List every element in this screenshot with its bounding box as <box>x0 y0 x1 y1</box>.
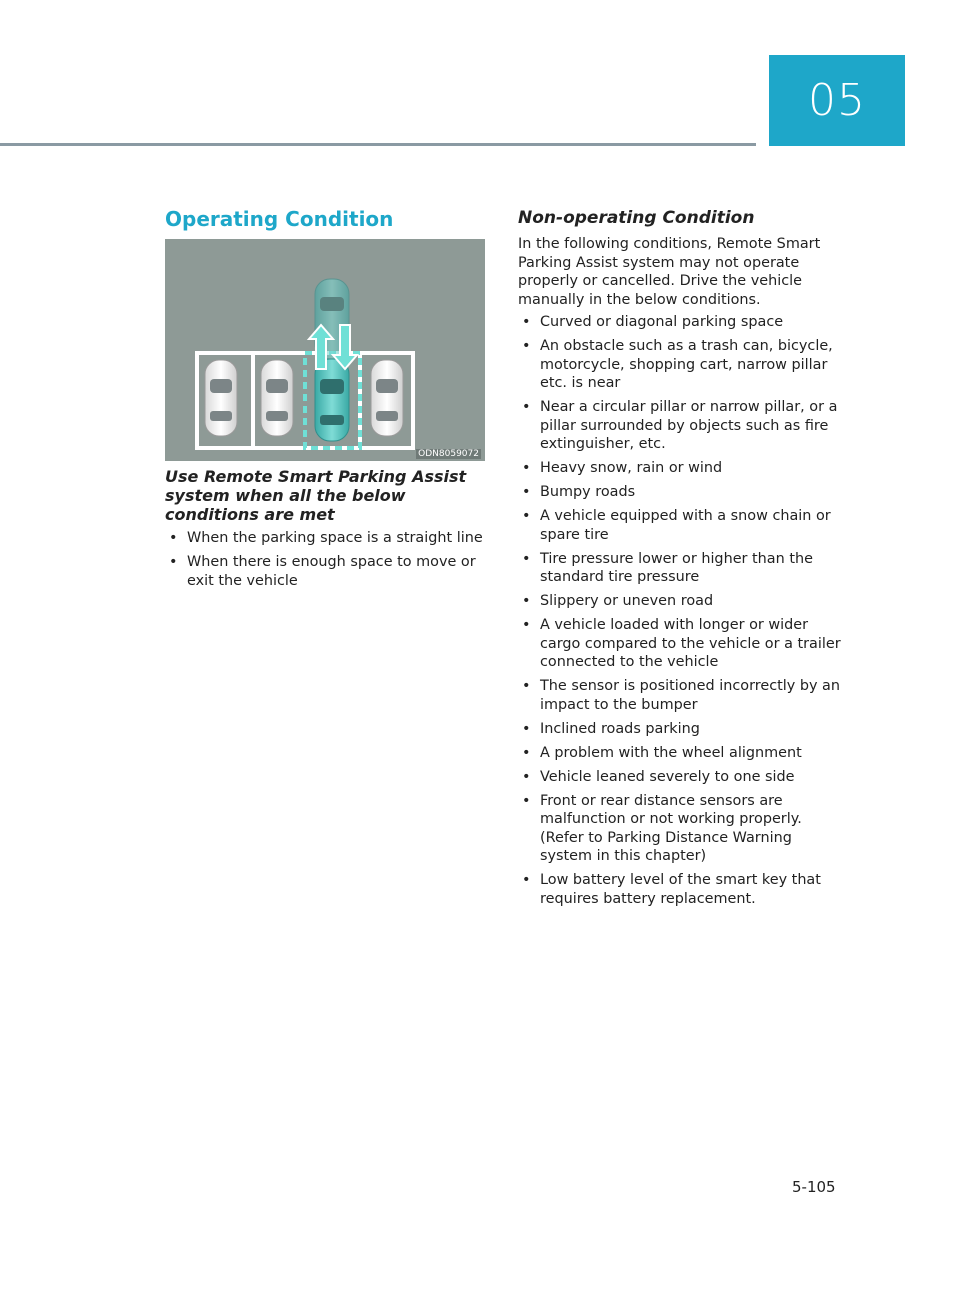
chapter-tab <box>769 55 905 146</box>
sub-heading: Use Remote Smart Parking Assist system when all the below conditions are met <box>165 467 467 524</box>
chapter-number: 05 <box>808 75 866 126</box>
page-number: 5-105 <box>792 1178 836 1196</box>
target-car <box>315 359 349 441</box>
parked-car <box>205 360 237 436</box>
parked-car <box>371 360 403 436</box>
list-item: • When there is enough space to move or exit the vehicle <box>165 553 485 590</box>
list-item: • Tire pressure lower or higher than the standard tire pressure <box>518 550 843 587</box>
list-item: • Slippery or uneven road <box>518 592 843 611</box>
section-title: Operating Condition <box>165 207 394 231</box>
list-item: • Vehicle leaned severely to one side <box>518 768 843 787</box>
list-item: • Curved or diagonal parking space <box>518 313 843 332</box>
list-item: • When the parking space is a straight line <box>165 529 485 548</box>
list-item: • Near a circular pillar or narrow pillar, or a pillar surrounded by objects such as fire extinguisher, etc. <box>518 398 843 454</box>
list-item: • Inclined roads parking <box>518 720 843 739</box>
list-item: • Bumpy roads <box>518 483 843 502</box>
list-item: • An obstacle such as a trash can, bicycle, motorcycle, shopping cart, narrow pillar etc. is near <box>518 337 843 393</box>
list-item: • A vehicle equipped with a snow chain or spare tire <box>518 507 843 544</box>
list-item: • Low battery level of the smart key that requires battery replacement. <box>518 871 843 908</box>
parking-illustration <box>165 239 485 461</box>
list-item: • The sensor is positioned incorrectly by an impact to the bumper <box>518 677 843 714</box>
parking-scene-drawing <box>165 239 485 461</box>
figure-code: ODN8059072 <box>418 449 479 459</box>
list-item: • Heavy snow, rain or wind <box>518 459 843 478</box>
non-operating-conditions-list <box>518 313 843 914</box>
non-operating-heading: Non-operating Condition <box>518 208 755 228</box>
operating-conditions-list <box>165 529 485 596</box>
intro-paragraph: In the following conditions, Remote Smart Parking Assist system may not operate properly or cancelled. Drive the vehicle manually in the below conditions. <box>518 236 821 308</box>
list-item: • A problem with the wheel alignment <box>518 744 843 763</box>
list-item: • A vehicle loaded with longer or wider cargo compared to the vehicle or a trailer connected to the vehicle <box>518 616 843 672</box>
header-rule <box>0 143 756 146</box>
list-item: • Front or rear distance sensors are malfunction or not working properly. (Refer to Parking Distance Warning system in this chapter) <box>518 792 843 866</box>
parked-car <box>261 360 293 436</box>
